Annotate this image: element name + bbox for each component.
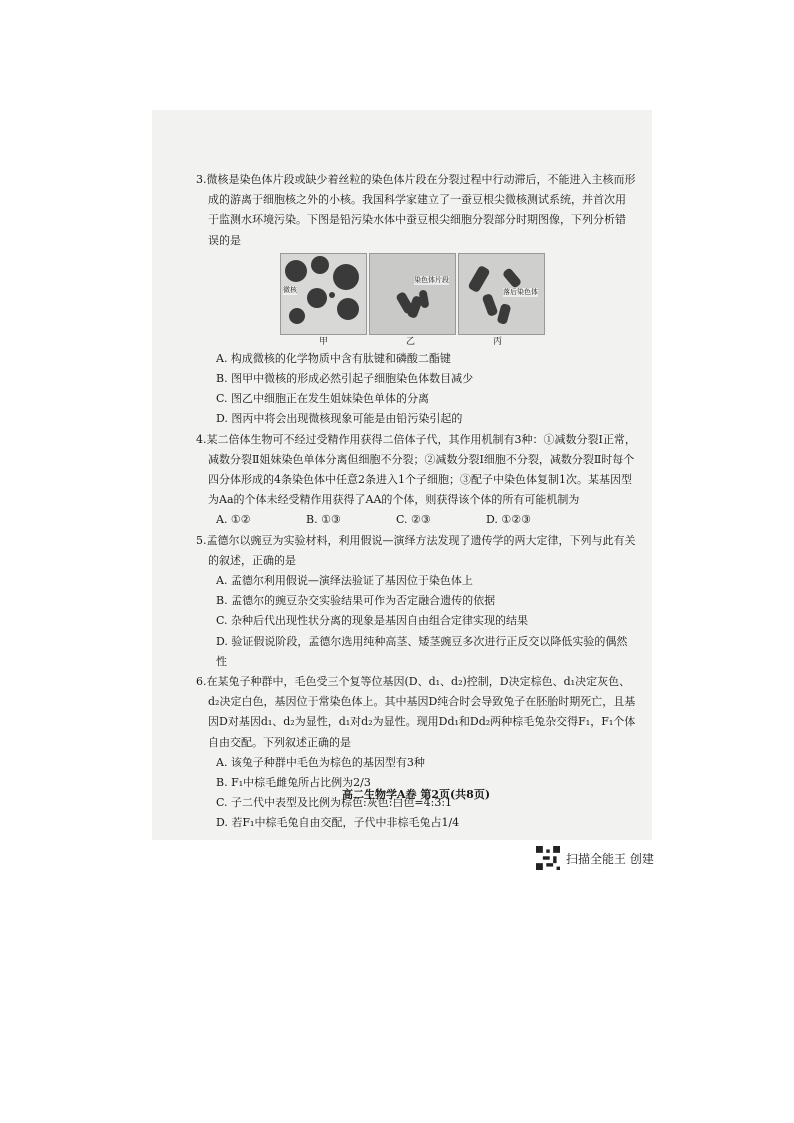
- cell-blob: [337, 298, 359, 320]
- figure-panel-yi: [369, 253, 456, 335]
- q3-option-b: B. 图甲中微核的形成必然引起子细胞染色体数目减少: [216, 372, 474, 386]
- figure-panel-bing: [458, 253, 545, 335]
- page-footer: 高二生物学A卷 第2页(共8页): [341, 788, 491, 801]
- q5-option-a: A. 孟德尔利用假说—演绎法验证了基因位于染色体上: [216, 574, 473, 588]
- q5-option-b: B. 孟德尔的豌豆杂交实验结果可作为否定融合遗传的依据: [216, 594, 496, 608]
- chromosome-mark: [497, 303, 512, 325]
- chromosome-mark: [467, 265, 490, 294]
- question-6-stem: 6.在某兔子种群中，毛色受三个复等位基因(D、d₁、d₂)控制，D决定棕色、d₁决定灰色、d₂决定白色，基因位于常染色体上。其中基因D纯合时会导致兔子在胚胎时期死亡，且基因D对基因d₁、d₂为显性，d₁对d₂为显性。现用Dd₁和Dd₂两种棕毛兔杂交得F₁，F₁个体自由交配。下列叙述正确的是: [196, 675, 636, 749]
- question-5: [196, 531, 636, 672]
- qr-code-icon: [536, 846, 560, 870]
- question-5-stem: 5.孟德尔以豌豆为实验材料，利用假说—演绎方法发现了遗传学的两大定律，下列与此有关的叙述，正确的是: [196, 533, 636, 567]
- exam-page: [196, 170, 636, 834]
- q5-option-c: C. 杂种后代出现性状分离的现象是基因自由组合定律实现的结果: [216, 614, 529, 628]
- q6-option-d: D. 若F₁中棕毛兔自由交配，子代中非棕毛兔占1/4: [216, 816, 460, 830]
- label-lagging-chromosome: 落后染色体: [503, 287, 538, 296]
- q6-option-c: C. 子二代中表型及比例为棕色:灰色:白色=4:3:1: [216, 796, 453, 810]
- cell-blob: [333, 264, 359, 290]
- cell-blob: [311, 256, 329, 274]
- q5-option-d: D. 验证假说阶段，孟德尔选用纯种高茎、矮茎豌豆多次进行正反交以降低实验的偶然性: [216, 634, 628, 668]
- q3-option-a: A. 构成微核的化学物质中含有肽键和磷酸二酯键: [216, 351, 451, 365]
- question-3: [196, 170, 636, 430]
- cell-blob: [289, 308, 305, 324]
- micronucleus-figure: [280, 253, 636, 335]
- q6-option-a: A. 该兔子种群中毛色为棕色的基因型有3种: [216, 755, 425, 769]
- chromosome-mark: [482, 293, 499, 317]
- chromosome-mark: [502, 267, 523, 289]
- label-chromosome-fragment: 染色体片段: [414, 275, 449, 284]
- question-6: [196, 672, 636, 834]
- q3-option-c: C. 图乙中细胞正在发生姐妹染色单体的分离: [216, 392, 430, 406]
- q3-option-d: D. 图丙中将会出现微核现象可能是由铅污染引起的: [216, 412, 463, 426]
- q4-option-b: B. ①③: [306, 513, 341, 527]
- cell-blob: [285, 260, 307, 282]
- q6-option-b: B. F₁中棕毛雌兔所占比例为2/3: [216, 776, 371, 790]
- caption-yi: 乙: [405, 336, 415, 347]
- cell-blob: [307, 288, 327, 308]
- q4-options: [196, 510, 636, 530]
- figure-panel-jia: [280, 253, 367, 335]
- micronucleus-dot: [329, 292, 335, 298]
- caption-jia: 甲: [318, 336, 328, 347]
- q4-option-a: A. ①②: [216, 513, 251, 527]
- label-micronucleus: 微核: [283, 285, 297, 294]
- scanner-watermark: [536, 846, 654, 870]
- caption-bing: 丙: [492, 336, 502, 347]
- question-3-stem: 3.微核是染色体片段或缺少着丝粒的染色体片段在分裂过程中行动滞后，不能进入主核而形成的游离于细胞核之外的小核。我国科学家建立了一蚕豆根尖微核测试系统，并首次用于监测水环境污染。下图是铅污染水体中蚕豆根尖细胞分裂部分时期图像，下列分析错误的是: [196, 173, 636, 247]
- q4-option-c: C. ②③: [396, 513, 431, 527]
- question-4: [196, 430, 636, 531]
- q4-option-d: D. ①②③: [486, 513, 532, 527]
- question-4-stem: 4.某二倍体生物可不经过受精作用获得二倍体子代，其作用机制有3种：①减数分裂Ⅰ正常，减数分裂Ⅱ姐妹染色单体分离但细胞不分裂；②减数分裂Ⅰ细胞不分裂，减数分裂Ⅱ时每个四分体形成的4条染色体中任意2条进入1个子细胞；③配子中染色体复制1次。某基因型为Aa的个体未经受精作用获得了AA的个体，则获得该个体的所有可能机制为: [196, 432, 636, 507]
- scanner-brand-text: 扫描全能王 创建: [566, 851, 654, 866]
- figure-captions: [280, 335, 636, 349]
